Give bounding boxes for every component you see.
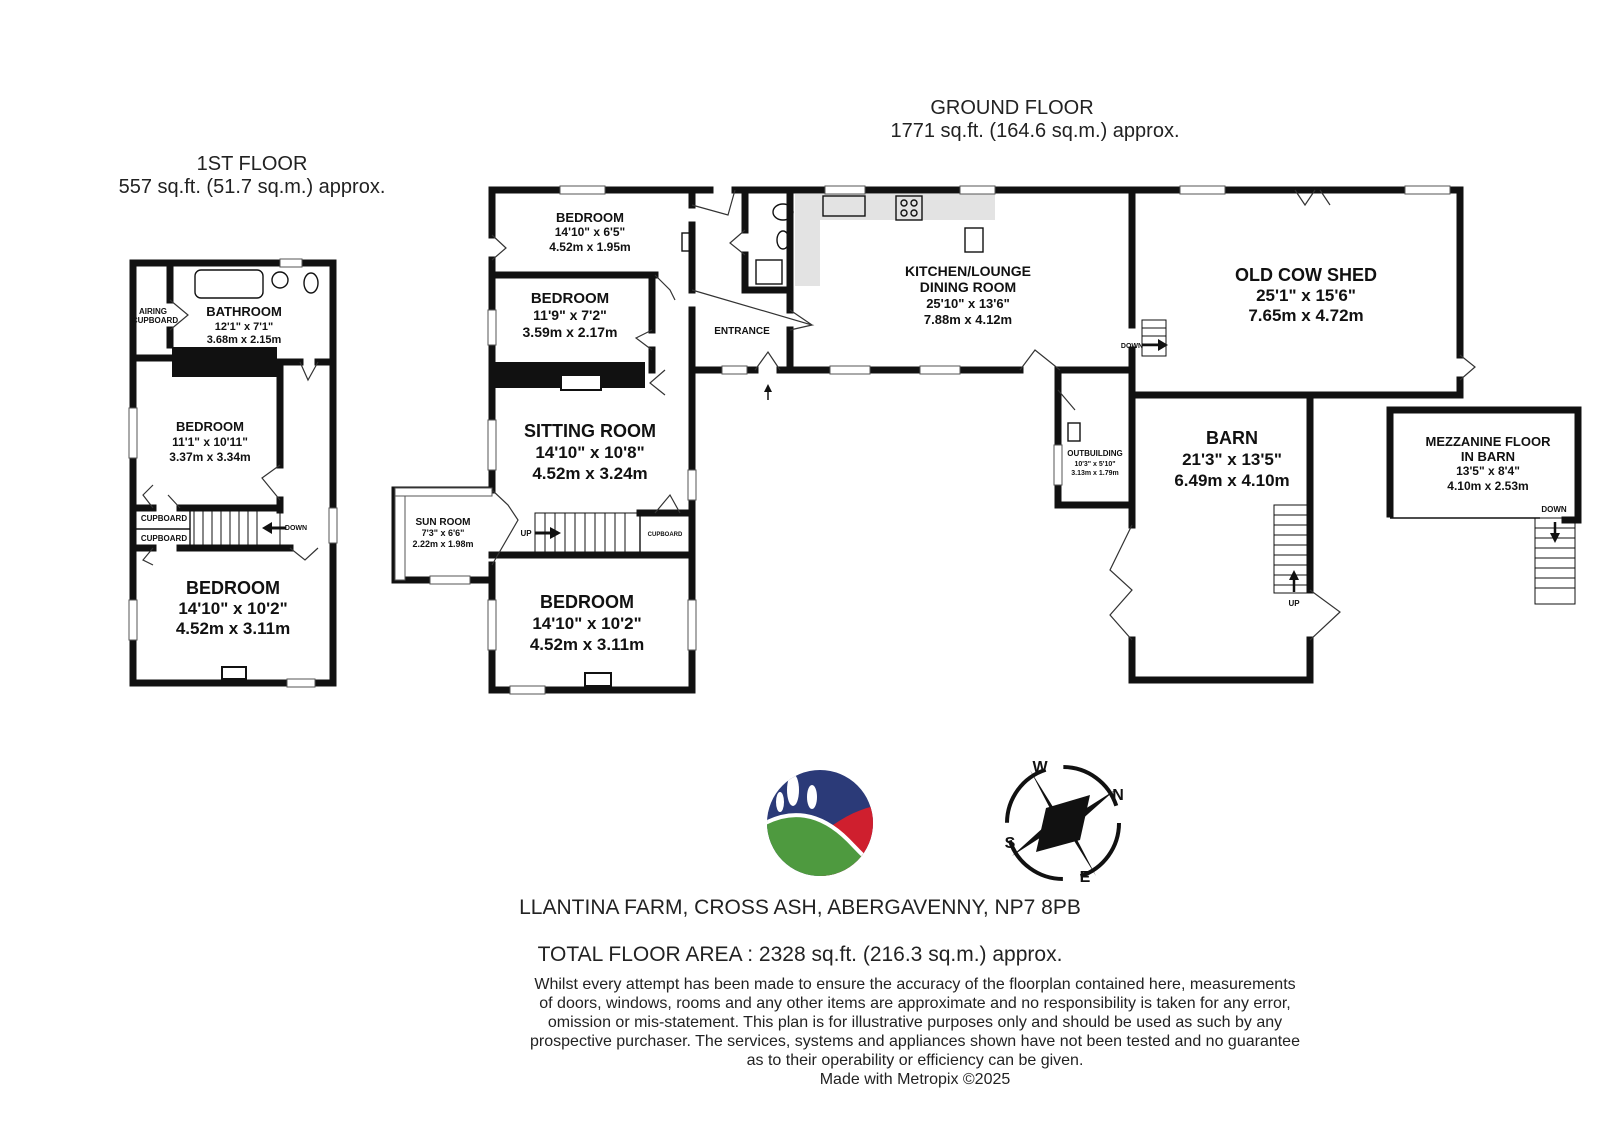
kitchen-name-2: DINING ROOM [919,279,1017,295]
cupboard-2-label: CUPBOARD [140,534,188,543]
first-floor-stairs [194,510,286,546]
bedroom-2-name: BEDROOM [530,290,610,307]
cow-shed-stairs [1142,320,1168,356]
bathroom-imperial: 12'1" x 7'1" [214,321,274,333]
outbuilding-name: OUTBUILDING [1067,449,1123,458]
sink-icon [272,272,288,288]
barn-imperial: 21'3" x 13'5" [1182,450,1282,469]
bedroom-top-metric: 4.52m x 1.95m [549,240,631,254]
sun-room-imperial: 7'3" x 6'6" [421,528,465,538]
ground-cupboard-label: CUPBOARD [647,532,683,538]
ground-floor-area: 1771 sq.ft. (164.6 sq.m.) approx. [890,120,1180,142]
mezzanine-metric: 4.10m x 2.53m [1447,479,1529,493]
first-floor-plan [129,259,337,687]
bedroom-bottom-imperial: 14'10" x 10'2" [532,614,642,633]
sitting-room-name: SITTING ROOM [524,421,656,441]
bedroom-mid-metric: 3.37m x 3.34m [169,450,251,464]
compass-n: N [1112,787,1124,804]
first-floor-stairs-label: DOWN [284,525,308,532]
bedroom-big-metric: 4.52m x 3.11m [175,619,291,638]
bedroom-mid-imperial: 11'1" x 10'11" [172,435,248,449]
bedroom-2-metric: 3.59m x 2.17m [522,324,618,340]
bathtub-icon [195,270,263,298]
bedroom-big-imperial: 14'10" x 10'2" [178,599,288,618]
barn-stairs [1274,505,1312,593]
airing-label-2: CUPBOARD [131,316,179,325]
disclaimer-credit: Made with Metropix ©2025 [819,1071,1011,1088]
disclaimer-line: of doors, windows, rooms and any other items are approximate and no responsibility is taken for any error, [539,995,1291,1012]
compass-e: E [1079,869,1091,886]
disclaimer-line: prospective purchaser. The services, systems and appliances shown have not been tested and no guarantee [530,1033,1300,1050]
ground-floor-title: GROUND FLOOR [930,97,1094,119]
bathroom-name: BATHROOM [206,304,282,319]
cupboard-1-label: CUPBOARD [140,514,188,523]
kitchen-imperial: 25'10" x 13'6" [926,296,1010,311]
outbuilding-imperial: 10'3" x 5'10" [1074,461,1116,468]
mezzanine-name-2: IN BARN [1460,449,1516,464]
cow-shed-metric: 7.65m x 4.72m [1248,306,1364,325]
mezzanine-stairs-label: DOWN [1541,505,1567,514]
compass-s: S [1004,835,1016,852]
cow-shed-name: OLD COW SHED [1235,265,1377,285]
entrance-label: ENTRANCE [714,326,770,337]
sitting-room-imperial: 14'10" x 10'8" [535,443,645,462]
bedroom-2-imperial: 11'9" x 7'2" [533,307,607,323]
disclaimer-line: as to their operability or efficiency can be given. [746,1052,1084,1069]
disclaimer [500,975,1330,1089]
mezzanine-stairs [1535,518,1575,604]
disclaimer-line: omission or mis-statement. This plan is for illustrative purposes only and should be used as such by any [547,1014,1283,1031]
bedroom-bottom-name: BEDROOM [540,592,634,612]
ground-stairs-label: UP [520,529,532,538]
agency-logo [760,770,880,880]
first-floor-title: 1ST FLOOR [196,153,308,175]
kitchen-name-1: KITCHEN/LOUNGE [905,263,1031,279]
sitting-room-metric: 4.52m x 3.24m [532,464,648,483]
property-address: LLANTINA FARM, CROSS ASH, ABERGAVENNY, NP7 8PB [519,896,1081,919]
bathroom-metric: 3.68m x 2.15m [206,334,282,346]
airing-label-1: AIRING [139,307,167,316]
bedroom-bottom-metric: 4.52m x 3.11m [529,635,645,654]
cow-shed-imperial: 25'1" x 15'6" [1256,286,1356,305]
barn-stairs-label: UP [1288,599,1300,608]
bedroom-top-name: BEDROOM [556,210,624,225]
sun-room-metric: 2.22m x 1.98m [412,539,474,549]
outbuilding-metric: 3.13m x 1.79m [1071,470,1119,477]
mezzanine-name-1: MEZZANINE FLOOR [1425,434,1551,449]
disclaimer-line: Whilst every attempt has been made to ensure the accuracy of the floorplan contained here, measurements [534,976,1296,993]
compass-w: W [1032,759,1048,776]
bedroom-top-imperial: 14'10" x 6'5" [554,225,626,239]
sun-room-name: SUN ROOM [415,517,471,528]
toilet-icon [304,273,318,293]
ground-floor-plan [395,186,1578,694]
bedroom-big-name: BEDROOM [186,578,280,598]
kitchen-metric: 7.88m x 4.12m [923,312,1013,327]
total-floor-area: TOTAL FLOOR AREA : 2328 sq.ft. (216.3 sq.m.) approx. [537,943,1063,966]
first-floor-area: 557 sq.ft. (51.7 sq.m.) approx. [118,176,386,198]
bedroom-mid-name: BEDROOM [176,419,244,434]
mezzanine-imperial: 13'5" x 8'4" [1456,464,1520,478]
compass-icon [1005,759,1124,886]
barn-metric: 6.49m x 4.10m [1174,471,1290,490]
ground-floor-stairs [535,513,640,553]
barn-name: BARN [1206,428,1258,448]
cow-shed-stairs-label: DOWN [1120,343,1144,350]
